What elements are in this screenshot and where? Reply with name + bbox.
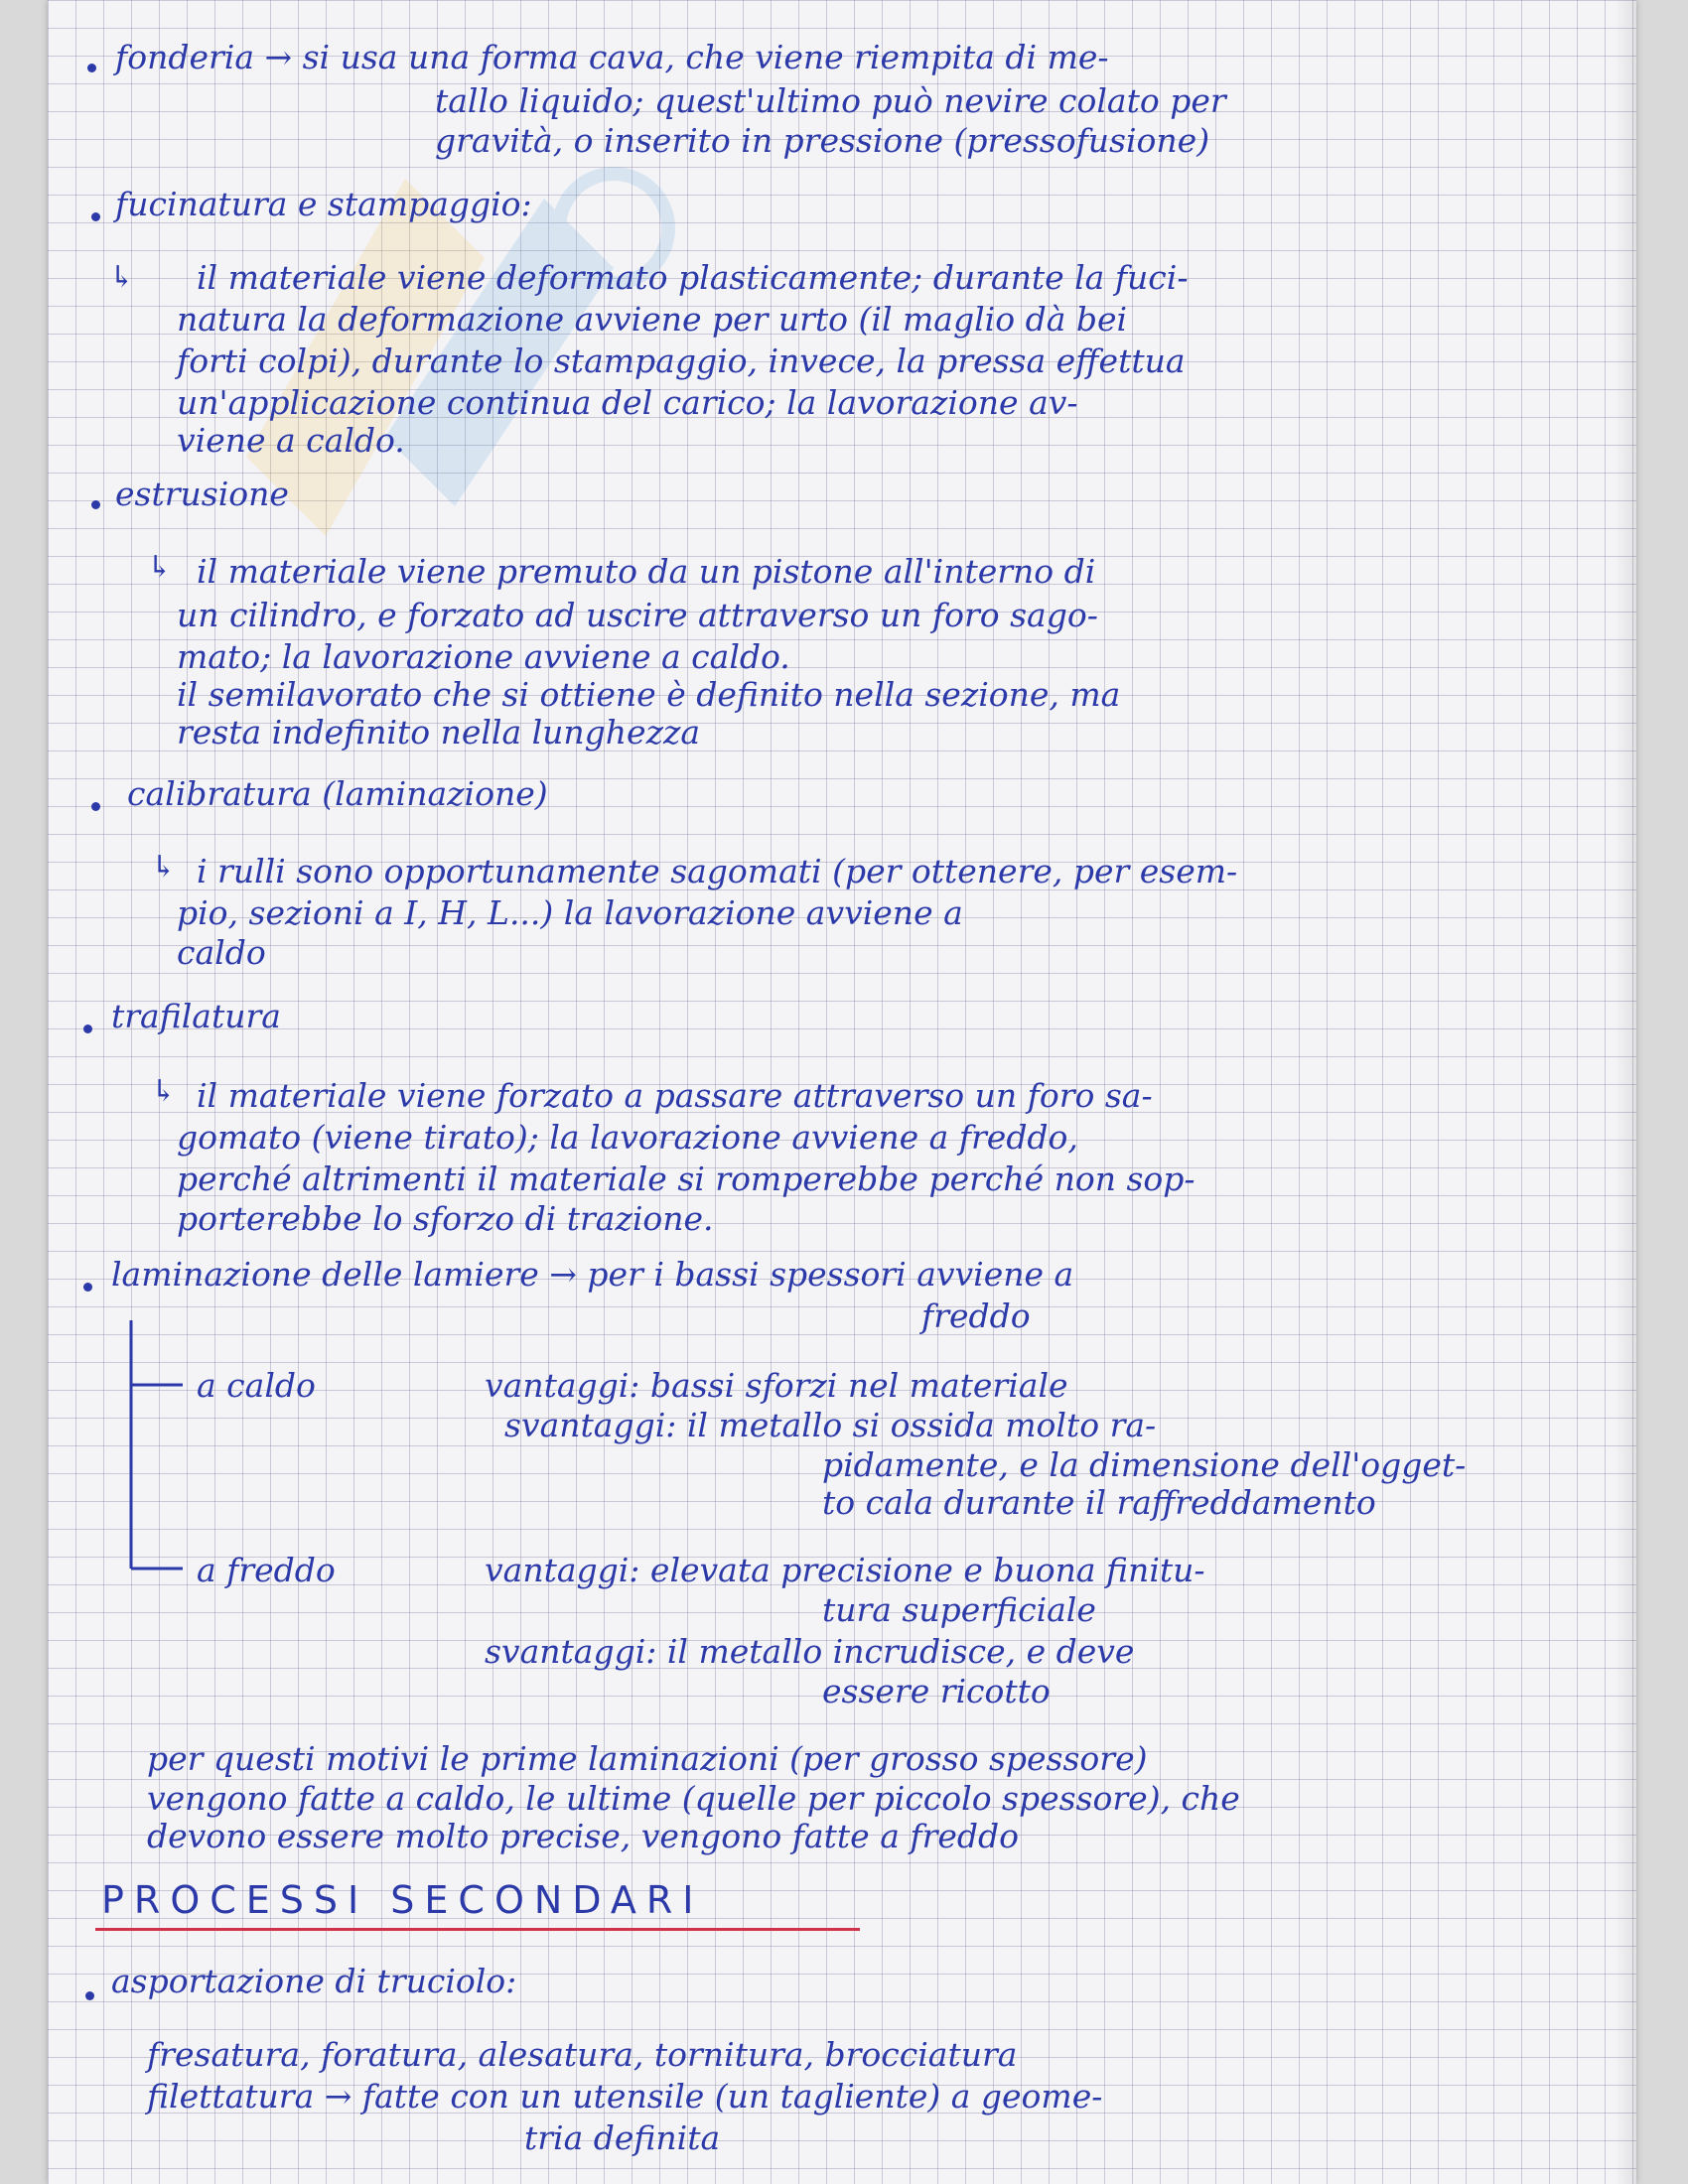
note-line: perché altrimenti il materiale si romperebbe perché non sop- xyxy=(177,1160,1196,1198)
bullet xyxy=(83,1024,92,1033)
notebook-page xyxy=(48,0,1636,2184)
arrow-icon: ↳ xyxy=(151,850,177,885)
note-line: un'applicazione continua del carico; la lavorazione av- xyxy=(177,383,1078,422)
title-underline xyxy=(95,1928,860,1931)
arrow-icon: ↳ xyxy=(147,550,173,585)
note-line: devono essere molto precise, vengono fatte a freddo xyxy=(147,1817,1019,1855)
note-line: filettatura → fatte con un utensile (un tagliente) a geome- xyxy=(147,2077,1103,2116)
note-line: trafilatura xyxy=(111,997,281,1035)
bullet xyxy=(91,212,100,221)
note-line: gravità, o inserito in pressione (pressofusione) xyxy=(435,121,1210,160)
note-line: tallo liquido; quest'ultimo può nevire colato per xyxy=(435,81,1226,120)
bullet xyxy=(85,1991,94,2000)
note-line: vengono fatte a caldo, le ultime (quelle per piccolo spessore), che xyxy=(147,1779,1240,1818)
note-line: laminazione delle lamiere → per i bassi spessori avviene a xyxy=(111,1255,1074,1294)
note-line: pidamente, e la dimensione dell'ogget- xyxy=(822,1445,1467,1484)
note-line: un cilindro, e forzato ad uscire attraverso un foro sago- xyxy=(177,596,1098,634)
note-line: fonderia → si usa una forma cava, che viene riempita di me- xyxy=(115,38,1109,76)
note-line: asportazione di truciolo: xyxy=(111,1962,517,2000)
bullet xyxy=(87,64,96,72)
note-line: caldo xyxy=(177,933,266,972)
note-line: a caldo xyxy=(197,1366,316,1405)
note-line: il materiale viene deformato plasticamente; durante la fuci- xyxy=(197,258,1189,297)
bullet xyxy=(91,500,100,509)
note-line: vantaggi: bassi sforzi nel materiale xyxy=(485,1366,1068,1405)
note-line: natura la deformazione avviene per urto (il maglio dà bei xyxy=(177,300,1128,339)
note-line: fresatura, foratura, alesatura, tornitura, brocciatura xyxy=(147,2035,1018,2074)
note-line: calibratura (laminazione) xyxy=(127,774,548,813)
note-line: tria definita xyxy=(524,2118,721,2157)
note-line: estrusione xyxy=(115,475,289,513)
note-line: fucinatura e stampaggio: xyxy=(115,185,532,223)
note-line: svantaggi: il metallo incrudisce, e deve xyxy=(485,1632,1135,1671)
bullet xyxy=(91,802,100,811)
note-line: resta indefinito nella lunghezza xyxy=(177,713,701,751)
note-line: to cala durante il raffreddamento xyxy=(822,1483,1376,1522)
note-line: per questi motivi le prime laminazioni (per grosso spessore) xyxy=(147,1739,1148,1778)
note-line: tura superficiale xyxy=(822,1590,1096,1629)
note-line: porterebbe lo sforzo di trazione. xyxy=(177,1199,714,1238)
note-line: il materiale viene premuto da un pistone all'interno di xyxy=(197,552,1096,591)
note-line: forti colpi), durante lo stampaggio, invece, la pressa effettua xyxy=(177,341,1186,380)
note-line: il semilavorato che si ottiene è definito nella sezione, ma xyxy=(177,675,1121,714)
note-line: gomato (viene tirato); la lavorazione avviene a freddo, xyxy=(177,1118,1078,1157)
note-line: viene a caldo. xyxy=(177,421,405,460)
bullet xyxy=(83,1283,92,1292)
note-line: il materiale viene forzato a passare attraverso un foro sa- xyxy=(197,1076,1153,1115)
note-line: mato; la lavorazione avviene a caldo. xyxy=(177,637,790,676)
section-title: PROCESSI SECONDARI xyxy=(101,1878,704,1922)
note-line: freddo xyxy=(921,1297,1031,1335)
note-line: vantaggi: elevata precisione e buona finitu- xyxy=(485,1551,1205,1589)
note-line: i rulli sono opportunamente sagomati (per ottenere, per esem- xyxy=(197,852,1238,890)
note-line: pio, sezioni a I, H, L...) la lavorazione avviene a xyxy=(177,893,963,932)
note-line: a freddo xyxy=(197,1551,336,1589)
note-line: essere ricotto xyxy=(822,1672,1051,1710)
arrow-icon: ↳ xyxy=(151,1074,177,1109)
arrow-icon: ↳ xyxy=(109,260,135,295)
note-line: svantaggi: il metallo si ossida molto ra- xyxy=(504,1406,1157,1444)
